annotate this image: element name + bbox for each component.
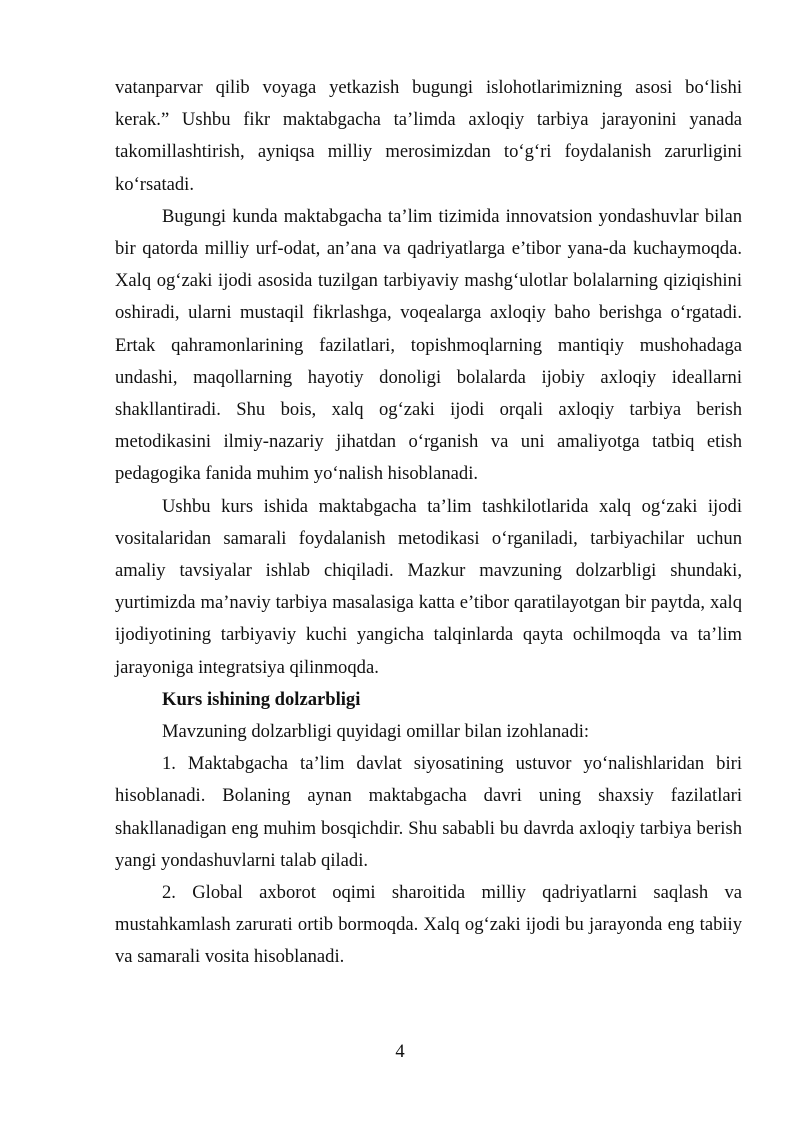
section-heading: Kurs ishining dolzarbligi <box>162 688 361 710</box>
list-item-1: 1. Maktabgacha ta’lim davlat siyosatining ustuvor yo‘nalishlaridan biri hisoblanadi. Bolaning aynan maktabgacha davri uning shaxsiy fazilatlari shakllanadigan eng muhim bosqichdir. Shu sababli bu davrda axloqiy tarbiya berish yangi yondashuvlarni talab qiladi. <box>115 753 742 871</box>
list-item-2: 2. Global axborot oqimi sharoitida milliy qadriyatlarni saqlash va mustahkamlash zarurati ortib bormoqda. Xalq og‘zaki ijodi bu jarayonda eng tabiiy va samarali vosita hisoblanadi. <box>115 882 742 968</box>
paragraph-innovations: Bugungi kunda maktabgacha ta’lim tizimida innovatsion yondashuvlar bilan bir qatorda milliy urf-odat, an’ana va qadriyatlarga e’tibor yana-da kuchaymoqda. Xalq og‘zaki ijodi asosida tuzilgan tarbiyaviy mashg‘ulotlar bolalarning qiziqishini oshiradi, ularni mustaqil fikrlashga, voqealarga axloqiy baho berishga o‘rgatadi. Ertak qahramonlarining fazilatlari, topishmoqlarning mantiqiy mushohadaga undashi, maqollarning hayotiy donoligi bolalarda ijobiy axloqiy ideallarni shakllantiradi. Shu bois, xalq og‘zaki ijodi orqali axloqiy tarbiya berish metodikasini ilmiy-nazariy jihatdan o‘rganish va uni amaliyotga tatbiq etish pedagogika fanida muhim yo‘nalish hisoblanadi. <box>115 205 742 485</box>
page-number: 4 <box>395 1041 405 1062</box>
paragraph-course-work: Ushbu kurs ishida maktabgacha ta’lim tashkilotlarida xalq og‘zaki ijodi vositalaridan samarali foydalanish metodikasi o‘rganiladi, tarbiyachilar uchun amaliy tavsiyalar ishlab chiqiladi. Mazkur mavzuning dolzarbligi shundaki, yurtimizda ma’naviy tarbiya masalasiga katta e’tibor qaratilayotgan bir paytda, xalq ijodiyotining tarbiyaviy kuchi yangicha talqinlarda qayta ochilmoqda va ta’lim jarayoniga integratsiya qilinmoqda. <box>115 495 742 678</box>
body-text <box>115 72 742 974</box>
paragraph-continuation: vatanparvar qilib voyaga yetkazish bugungi islohotlarimizning asosi bo‘lishi kerak.” Ushbu fikr maktabgacha ta’limda axloqiy tarbiya jarayonini yanada takomillashtirish, ayniqsa milliy merosimizdan to‘g‘ri foydalanish zarurligini ko‘rsatadi. <box>115 77 742 195</box>
paragraph-relevance-intro: Mavzuning dolzarbligi quyidagi omillar bilan izohlanadi: <box>162 721 590 743</box>
